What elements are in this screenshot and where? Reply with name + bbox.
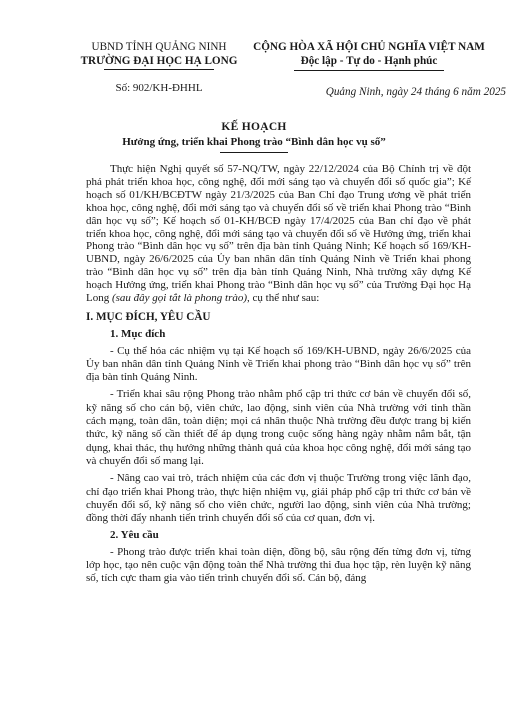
motto-underline bbox=[294, 70, 444, 71]
subsection-heading: 1. Mục đích bbox=[110, 328, 166, 341]
intro-paragraph bbox=[86, 163, 471, 305]
nation-motto: Độc lập - Tự do - Hạnh phúc bbox=[300, 55, 438, 67]
purpose-paragraph: - Nâng cao vai trò, trách nhiệm của các đơn vị thuộc Trường trong việc lãnh đạo, chỉ đạo triển khai Phong trào, thực hiện nhiệm vụ, giải pháp phổ cập tri thức cơ bản về chuyển đổi số, kỹ năng số cho viên chức, người lao động, sinh viên của Nhà trường; đồng thời đẩy nhanh tiến trình chuyển đổi số của cơ quan, đơn vị. bbox=[86, 472, 471, 525]
intro-ending: , cụ thể như sau: bbox=[247, 292, 320, 305]
document-title: KẾ HOẠCH bbox=[221, 121, 287, 133]
purpose-paragraph: - Triển khai sâu rộng Phong trào nhằm phổ cập tri thức cơ bản về chuyển đổi số, kỹ năng số cho cán bộ, viên chức, lao động, sinh viên của Nhà trường với tinh thần cách mạng, toàn dân, toàn diện; mọi cá nhân thuộc Nhà trường đều được trang bị kiến thức, kỹ năng số cần thiết để áp dụng trong cuộc sống hàng ngày nhằm nắm bắt, tận dụng, khai thác, thụ hưởng những thành quả của khoa học công nghệ, đổi mới sáng tạo và chuyển đổi số mang lại. bbox=[86, 388, 471, 467]
nation-line-1: CỘNG HÒA XÃ HỘI CHỦ NGHĨA VIỆT NAM bbox=[253, 41, 485, 53]
subsection-heading: 2. Yêu cầu bbox=[110, 529, 159, 542]
intro-italic-note: (sau đây gọi tắt là phong trào) bbox=[111, 292, 248, 305]
purpose-paragraph: - Cụ thể hóa các nhiệm vụ tại Kế hoạch số 169/KH-UBND, ngày 26/6/2025 của Ủy ban nhân dân tỉnh Quảng Ninh về Triển khai phong trào “Bình dân học vụ số” trên địa bàn tỉnh Quảng Ninh. bbox=[86, 344, 471, 384]
subtitle-underline bbox=[220, 152, 288, 153]
intro-text: Thực hiện Nghị quyết số 57-NQ/TW, ngày 22/12/2024 của Bộ Chính trị về đột phá phát triển khoa học, công nghệ, đổi mới sáng tạo và chuyển đổi số quốc gia”; Kế hoạch số 01/KH/BCĐTW ngày 21/3/2025 của Ban Chỉ đạo Trung ương về phát triển khoa học, công nghệ, đổi mới sáng tạo và chuyển đổi số về triển khai Phong trào “Bình dân học vụ số”; Kế hoạch số 01-KH/BCĐ ngày 17/4/2025 của Ban chỉ đạo về phát triển khoa học, công nghệ, đổi mới sáng tạo và chuyển đổi số về Hưởng ứng, triển khai Phong trào “Bình dân học vụ số” trên địa bàn tỉnh Quảng Ninh; Kế hoạch số 169/KH-UBND, ngày 26/6/2025 của Ủy ban nhân dân tỉnh Quảng Ninh về Triển khai phong trào “Bình dân học vụ số” trên địa bàn tỉnh Quảng Ninh, Nhà trường xây dựng Kế hoạch Hưởng ứng, triển khai Phong trào “Bình dân học vụ số” của Trường Đại học Hạ Long bbox=[86, 163, 471, 305]
requirement-paragraph: - Phong trào được triển khai toàn diện, đồng bộ, sâu rộng đến từng đơn vị, từng lớp học, tạo nên cuộc vận động toàn thể Nhà trường thi đua học tập, rèn luyện kỹ năng số, tích cực tham gia vào tiến trình chuyển đổi số. Cán bộ, đảng bbox=[86, 545, 471, 585]
agency-line-1: UBND TỈNH QUẢNG NINH bbox=[91, 41, 227, 53]
issuing-agency-block bbox=[66, 40, 252, 95]
national-title-block bbox=[240, 40, 498, 71]
agency-underline bbox=[104, 69, 214, 70]
document-body bbox=[86, 163, 471, 590]
document-number: Số: 902/KH-ĐHHL bbox=[115, 82, 203, 94]
section-heading: I. MỤC ĐÍCH, YÊU CẦU bbox=[86, 310, 211, 323]
document-subtitle: Hưởng ứng, triển khai Phong trào “Bình dân học vụ số” bbox=[122, 136, 386, 148]
agency-line-2: TRƯỜNG ĐẠI HỌC HẠ LONG bbox=[80, 55, 238, 67]
issue-date: Quảng Ninh, ngày 24 tháng 6 năm 2025 bbox=[325, 86, 506, 98]
